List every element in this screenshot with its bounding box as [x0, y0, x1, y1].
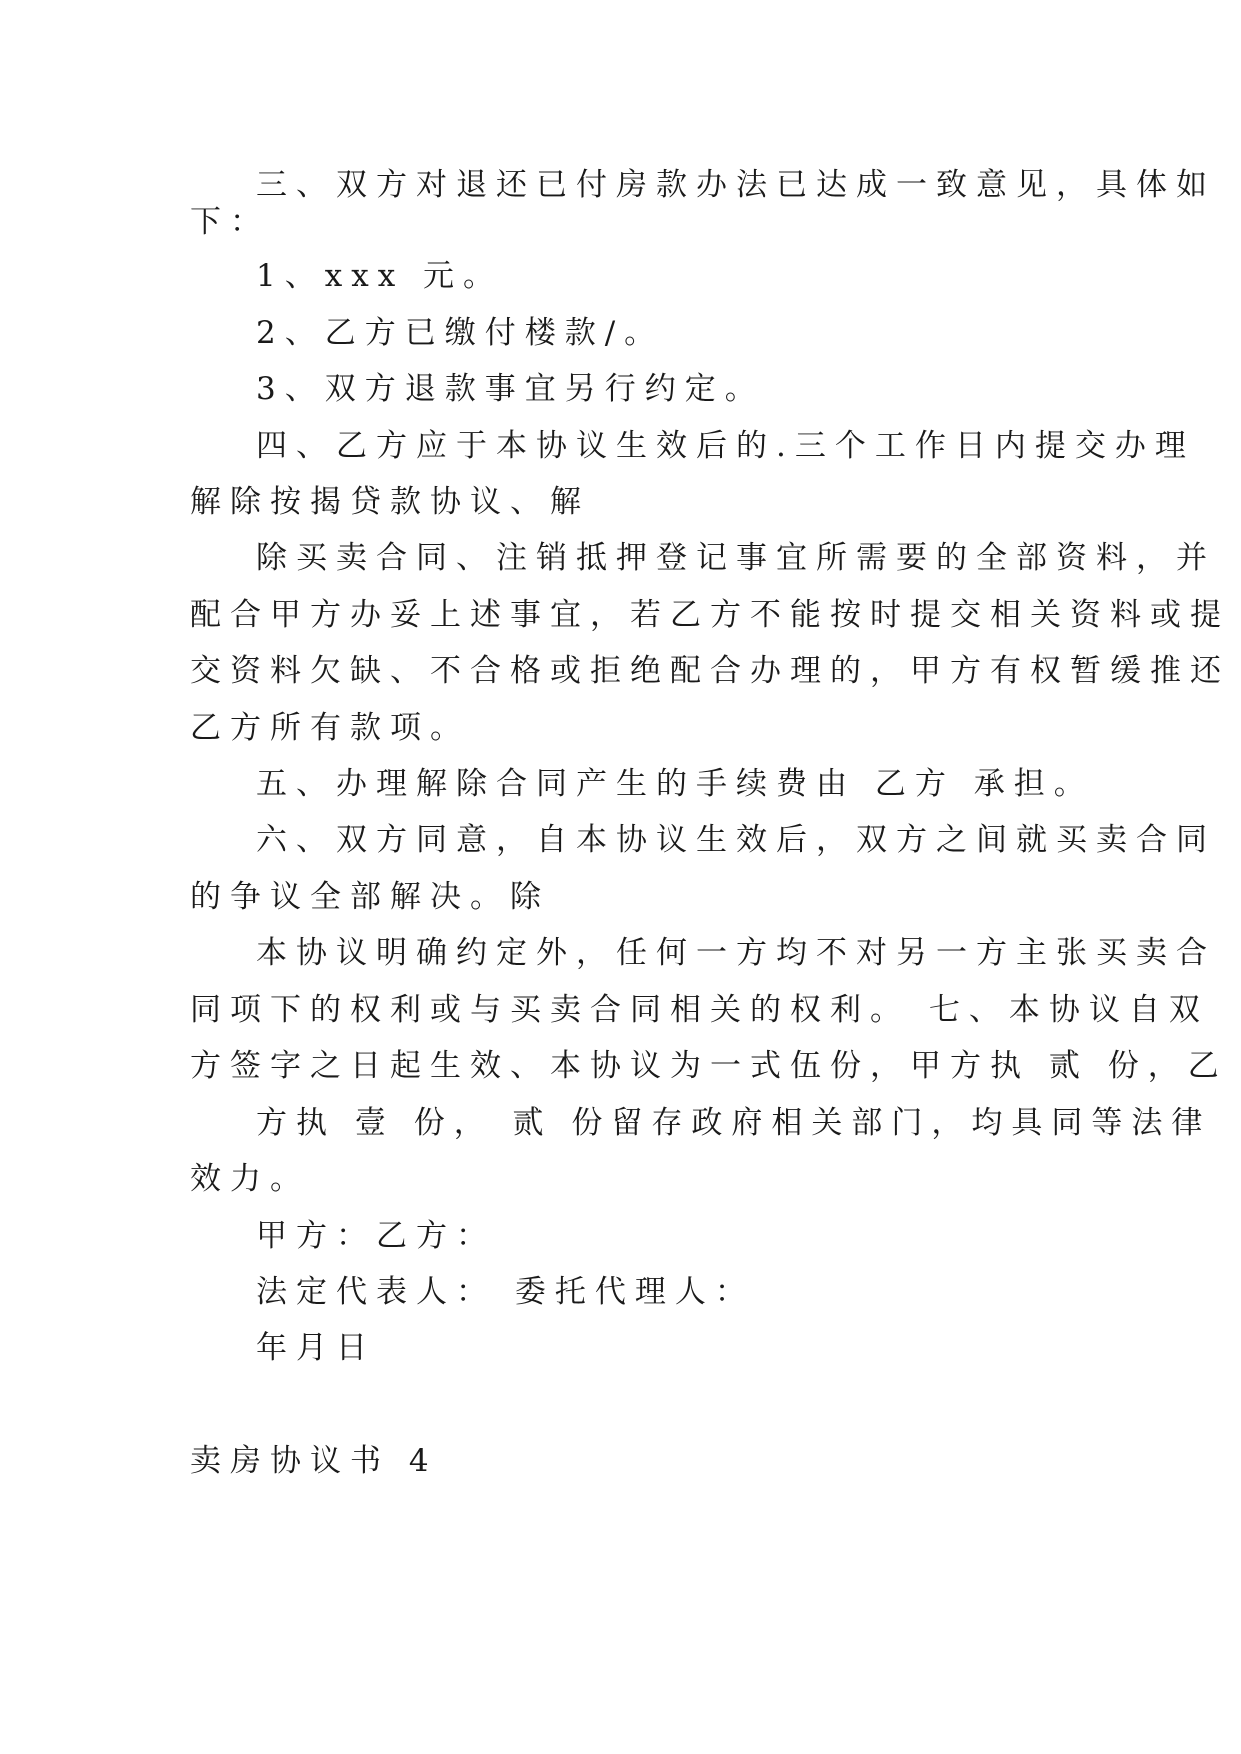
paragraph-6b-line-1: 本协议明确约定外，任何一方均不对另一方主张买卖合 — [256, 935, 1216, 971]
signature-date: 年月日 — [256, 1330, 376, 1366]
signature-parties: 甲方：乙方： — [256, 1218, 496, 1254]
list-item-1: 1、xxx 元。 — [256, 258, 504, 294]
list-item-3: 3、双方退款事宜另行约定。 — [256, 371, 765, 407]
paragraph-6-line-1: 六、双方同意，自本协议生效后，双方之间就买卖合同 — [256, 822, 1216, 858]
paragraph-4-line-2: 解除按揭贷款协议、解 — [190, 484, 590, 520]
next-section-title: 卖房协议书 4 — [190, 1443, 438, 1479]
paragraph-4b-line-1: 除买卖合同、注销抵押登记事宜所需要的全部资料，并 — [256, 540, 1216, 576]
paragraph-3-line-2: 下： — [190, 204, 270, 240]
paragraph-7-line-1: 方签字之日起生效、本协议为一式伍份，甲方执 贰 份，乙 — [190, 1048, 1228, 1084]
paragraph-3-line-1: 三、双方对退还已付房款办法已达成一致意见，具体如 — [256, 167, 1216, 203]
list-item-2: 2、乙方已缴付楼款/。 — [256, 315, 665, 351]
paragraph-4b-line-4: 乙方所有款项。 — [190, 710, 470, 746]
paragraph-4b-line-2: 配合甲方办妥上述事宜，若乙方不能按时提交相关资料或提 — [190, 597, 1230, 633]
paragraph-7-line-3: 效力。 — [190, 1161, 310, 1197]
paragraph-5: 五、办理解除合同产生的手续费由 乙方 承担。 — [256, 766, 1094, 802]
paragraph-7-line-2: 方执 壹 份， 贰 份留存政府相关部门，均具同等法律 — [256, 1105, 1212, 1141]
paragraph-6-line-2: 的争议全部解决。除 — [190, 879, 550, 915]
paragraph-4b-line-3: 交资料欠缺、不合格或拒绝配合办理的，甲方有权暂缓推还 — [190, 653, 1230, 689]
paragraph-6b-line-2: 同项下的权利或与买卖合同相关的权利。 七、本协议自双 — [190, 992, 1209, 1028]
signature-representatives: 法定代表人： 委托代理人： — [256, 1274, 755, 1310]
paragraph-4-line-1: 四、乙方应于本协议生效后的.三个工作日内提交办理 — [256, 428, 1195, 464]
